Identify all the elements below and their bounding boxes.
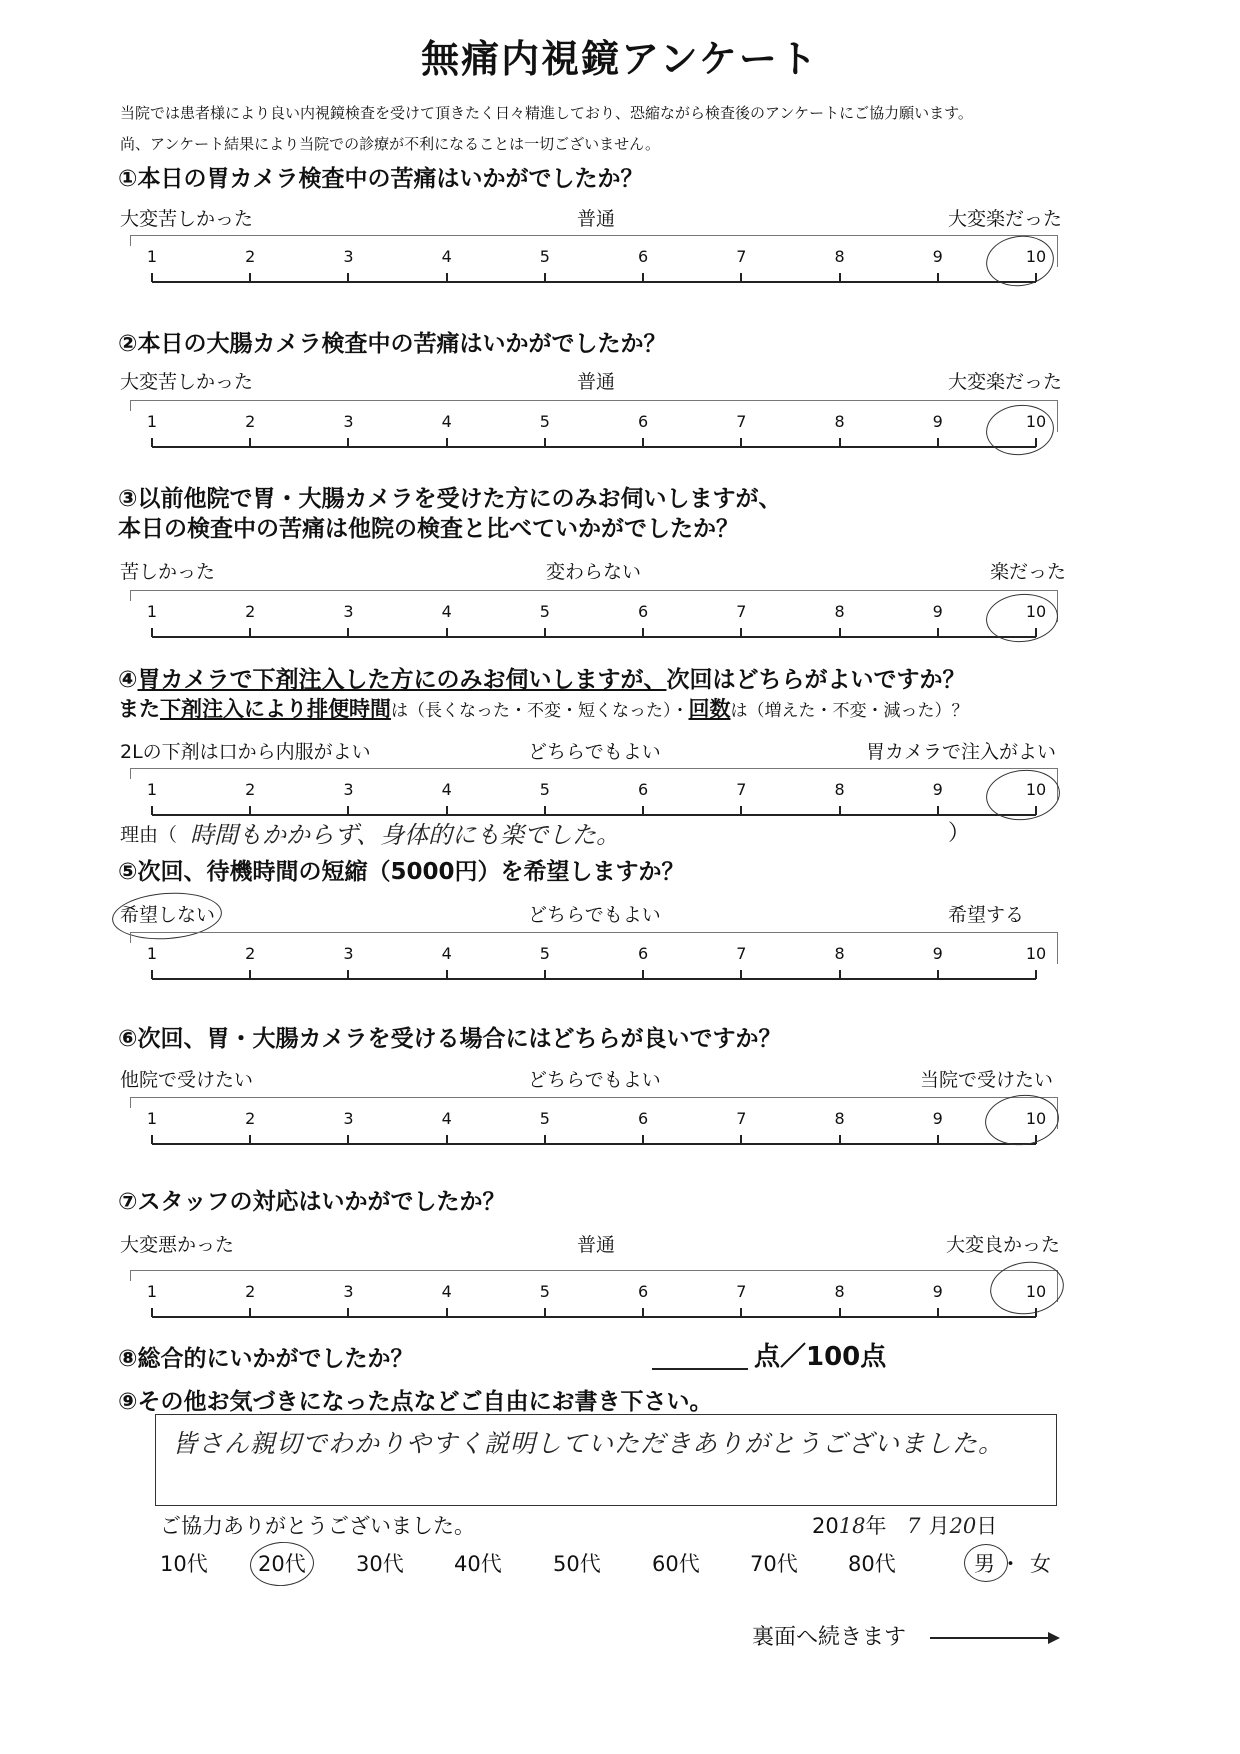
scale-tick bbox=[446, 628, 448, 637]
q4-count-options: は（増えた・不変・減った）？ bbox=[730, 701, 969, 721]
scale-tick bbox=[937, 628, 939, 637]
scale-tick bbox=[740, 806, 742, 815]
age-50s[interactable]: 50代 bbox=[553, 1552, 601, 1576]
scale-number-4[interactable]: 4 bbox=[441, 247, 452, 266]
scale-tick bbox=[151, 1135, 153, 1144]
scale-tick bbox=[347, 1308, 349, 1317]
scale-number-9[interactable]: 9 bbox=[932, 944, 943, 963]
q6-label-right: 当院で受けたい bbox=[920, 1069, 1054, 1091]
scale-frame bbox=[130, 235, 1058, 267]
scale-tick bbox=[347, 438, 349, 447]
scale-tick bbox=[544, 1135, 546, 1144]
sex-answer-circle bbox=[964, 1544, 1008, 1582]
scale-number-7[interactable]: 7 bbox=[736, 780, 747, 799]
scale-number-2[interactable]: 2 bbox=[245, 247, 256, 266]
scale-number-8[interactable]: 8 bbox=[834, 1282, 845, 1301]
scale-number-6[interactable]: 6 bbox=[638, 412, 649, 431]
q8-score-blank[interactable] bbox=[652, 1368, 748, 1370]
q3-scale[interactable] bbox=[130, 590, 1058, 650]
scale-tick bbox=[151, 970, 153, 979]
age-30s[interactable]: 30代 bbox=[356, 1552, 404, 1576]
scale-frame bbox=[130, 768, 1058, 800]
q7-scale[interactable] bbox=[130, 1270, 1058, 1330]
q2-scale[interactable] bbox=[130, 400, 1058, 460]
q4-reason-text[interactable]: 時間もかからず、身体的にも楽でした。 bbox=[190, 821, 621, 849]
scale-number-10[interactable]: 10 bbox=[1025, 780, 1047, 799]
scale-number-7[interactable]: 7 bbox=[736, 1282, 747, 1301]
scale-number-9[interactable]: 9 bbox=[932, 1282, 943, 1301]
scale-number-8[interactable]: 8 bbox=[834, 247, 845, 266]
q4-also: また bbox=[118, 697, 160, 721]
age-80s[interactable]: 80代 bbox=[848, 1552, 896, 1576]
scale-number-1[interactable]: 1 bbox=[146, 780, 158, 799]
q3-label-left: 苦しかった bbox=[120, 561, 216, 583]
scale-number-4[interactable]: 4 bbox=[441, 602, 452, 621]
q4-label-mid: どちらでもよい bbox=[528, 741, 661, 763]
scale-tick bbox=[839, 628, 841, 637]
q2-label-left: 大変苦しかった bbox=[120, 371, 254, 393]
intro-line-1: 当院では患者様により良い内視鏡検査を受けて頂きたく日々精進しており、恐縮ながら検査後のアンケートにご協力願います。 bbox=[120, 104, 973, 122]
scale-number-3[interactable]: 3 bbox=[343, 780, 354, 799]
scale-number-5[interactable]: 5 bbox=[539, 1109, 550, 1128]
scale-tick bbox=[937, 273, 939, 282]
scale-frame bbox=[130, 1097, 1058, 1129]
q4-line-1 bbox=[118, 661, 965, 694]
scale-tick bbox=[544, 438, 546, 447]
scale-number-10[interactable]: 10 bbox=[1025, 1109, 1047, 1128]
q5-label-left: 希望しない bbox=[120, 904, 216, 926]
scale-tick bbox=[740, 970, 742, 979]
age-20s[interactable]: 20代 bbox=[258, 1552, 306, 1576]
q4-underlined-condition: 胃カメラで下剤注入した方にのみお伺いしますが、 bbox=[137, 667, 667, 693]
date-month-hand: 7 bbox=[907, 1514, 921, 1538]
sex-male[interactable]: 男 bbox=[974, 1552, 995, 1576]
q7-label-right: 大変良かった bbox=[946, 1234, 1061, 1256]
scale-tick bbox=[839, 273, 841, 282]
scale-number-7[interactable]: 7 bbox=[736, 944, 747, 963]
date-day-label: 日 bbox=[976, 1514, 998, 1538]
scale-axis bbox=[152, 281, 1036, 283]
continue-text: 裏面へ続きます bbox=[752, 1625, 907, 1650]
scale-number-1[interactable]: 1 bbox=[146, 944, 158, 963]
q2-label-right: 大変楽だった bbox=[948, 371, 1063, 393]
scale-tick bbox=[937, 1308, 939, 1317]
scale-tick bbox=[642, 628, 644, 637]
scale-number-4[interactable]: 4 bbox=[441, 944, 452, 963]
intro-line-2: 尚、アンケート結果により当院での診療が不利になることは一切ございません。 bbox=[120, 135, 661, 153]
scale-frame bbox=[130, 400, 1058, 432]
q4-count-label: 回数 bbox=[688, 697, 731, 721]
scale-tick bbox=[937, 438, 939, 447]
sex-female[interactable]: 女 bbox=[1030, 1552, 1051, 1576]
scale-number-8[interactable]: 8 bbox=[834, 412, 845, 431]
q3-line-1: ③以前他院で胃・大腸カメラを受けた方にのみお伺いしますが、 bbox=[118, 486, 782, 512]
scale-number-5[interactable]: 5 bbox=[539, 944, 550, 963]
scale-tick bbox=[937, 1135, 939, 1144]
scale-tick bbox=[839, 1135, 841, 1144]
q9-comment-text: 皆さん親切でわかりやすく説明していただきありがとうございました。 bbox=[172, 1429, 1005, 1458]
scale-axis bbox=[152, 978, 1036, 980]
scale-tick bbox=[446, 806, 448, 815]
scale-tick bbox=[642, 970, 644, 979]
scale-tick bbox=[347, 628, 349, 637]
scale-number-10[interactable]: 10 bbox=[1025, 602, 1047, 621]
q4-number: ④ bbox=[118, 667, 138, 693]
scale-number-2[interactable]: 2 bbox=[245, 944, 256, 963]
q6-label-left: 他院で受けたい bbox=[120, 1069, 254, 1091]
q4-label-right: 胃カメラで注入がよい bbox=[866, 741, 1057, 763]
scale-tick bbox=[839, 1308, 841, 1317]
scale-number-9[interactable]: 9 bbox=[932, 1109, 943, 1128]
scale-axis bbox=[152, 1316, 1036, 1318]
scale-number-8[interactable]: 8 bbox=[834, 780, 845, 799]
scale-tick bbox=[151, 438, 153, 447]
scale-tick bbox=[347, 1135, 349, 1144]
scale-tick bbox=[544, 273, 546, 282]
scale-number-1[interactable]: 1 bbox=[146, 602, 158, 621]
q2-text: ②本日の大腸カメラ検査中の苦痛はいかがでしたか？ bbox=[118, 331, 667, 357]
scale-number-6[interactable]: 6 bbox=[638, 1282, 649, 1301]
scale-tick bbox=[151, 273, 153, 282]
scale-number-10[interactable]: 10 bbox=[1025, 1282, 1047, 1301]
scale-number-4[interactable]: 4 bbox=[441, 1109, 452, 1128]
scale-tick bbox=[740, 1135, 742, 1144]
scale-tick bbox=[642, 1308, 644, 1317]
scale-number-6[interactable]: 6 bbox=[638, 1109, 649, 1128]
scale-tick bbox=[151, 1308, 153, 1317]
scale-tick bbox=[642, 438, 644, 447]
scale-tick bbox=[642, 273, 644, 282]
date-year-hand: 18 bbox=[838, 1514, 866, 1538]
scale-number-5[interactable]: 5 bbox=[539, 412, 550, 431]
page-title: 無痛内視鏡アンケート bbox=[421, 37, 819, 81]
scale-number-2[interactable]: 2 bbox=[245, 412, 256, 431]
scale-tick bbox=[249, 273, 251, 282]
q7-label-mid: 普通 bbox=[577, 1234, 616, 1256]
q5-text: ⑤次回、待機時間の短縮（5000円）を希望しますか？ bbox=[118, 859, 685, 885]
scale-number-6[interactable]: 6 bbox=[638, 602, 649, 621]
scale-tick bbox=[446, 1135, 448, 1144]
scale-number-7[interactable]: 7 bbox=[736, 1109, 747, 1128]
q6-scale[interactable] bbox=[130, 1097, 1058, 1157]
q5-label-mid: どちらでもよい bbox=[528, 904, 661, 926]
q7-text: ⑦スタッフの対応はいかがでしたか？ bbox=[118, 1189, 506, 1215]
scale-number-5[interactable]: 5 bbox=[539, 1282, 550, 1301]
scale-tick bbox=[446, 438, 448, 447]
scale-number-9[interactable]: 9 bbox=[932, 780, 943, 799]
scale-tick bbox=[544, 1308, 546, 1317]
q6-text: ⑥次回、胃・大腸カメラを受ける場合にはどちらが良いですか？ bbox=[118, 1026, 782, 1052]
scale-tick bbox=[446, 273, 448, 282]
q7-label-left: 大変悪かった bbox=[120, 1234, 235, 1256]
thanks-text: ご協力ありがとうございました。 bbox=[160, 1514, 475, 1538]
date-month-label: 月 bbox=[928, 1514, 950, 1538]
scale-number-2[interactable]: 2 bbox=[245, 1282, 256, 1301]
scale-tick bbox=[642, 806, 644, 815]
q4-label-left: 2Lの下剤は口から内服がよい bbox=[120, 741, 371, 763]
scale-number-1[interactable]: 1 bbox=[146, 1282, 158, 1301]
scale-number-3[interactable]: 3 bbox=[343, 412, 354, 431]
date-field[interactable] bbox=[812, 1510, 997, 1540]
age-10s[interactable]: 10代 bbox=[160, 1552, 208, 1576]
scale-tick bbox=[249, 1135, 251, 1144]
q2-label-mid: 普通 bbox=[577, 371, 616, 393]
q1-label-mid: 普通 bbox=[577, 208, 616, 230]
scale-number-2[interactable]: 2 bbox=[245, 602, 256, 621]
scale-tick bbox=[151, 628, 153, 637]
scale-tick bbox=[839, 806, 841, 815]
scale-tick bbox=[740, 438, 742, 447]
scale-tick bbox=[642, 1135, 644, 1144]
scale-axis bbox=[152, 636, 1036, 638]
scale-number-6[interactable]: 6 bbox=[638, 780, 649, 799]
scale-number-2[interactable]: 2 bbox=[245, 1109, 256, 1128]
scale-number-8[interactable]: 8 bbox=[834, 602, 845, 621]
q8-score-suffix: 点／100点 bbox=[754, 1342, 887, 1372]
scale-tick bbox=[740, 1308, 742, 1317]
scale-tick bbox=[249, 628, 251, 637]
q5-scale[interactable] bbox=[130, 932, 1058, 992]
scale-tick bbox=[446, 970, 448, 979]
q4-bowel-time-label: 下剤注入により排便時間 bbox=[160, 697, 391, 721]
scale-number-10[interactable]: 10 bbox=[1025, 944, 1047, 963]
scale-tick bbox=[249, 806, 251, 815]
scale-tick bbox=[544, 806, 546, 815]
date-year-label: 年 bbox=[865, 1514, 887, 1538]
scale-axis bbox=[152, 446, 1036, 448]
scale-number-3[interactable]: 3 bbox=[343, 944, 354, 963]
scale-frame bbox=[130, 932, 1058, 964]
q6-label-mid: どちらでもよい bbox=[528, 1069, 661, 1091]
scale-tick bbox=[740, 273, 742, 282]
scale-tick bbox=[347, 806, 349, 815]
scale-tick bbox=[249, 1308, 251, 1317]
scale-number-3[interactable]: 3 bbox=[343, 247, 354, 266]
scale-tick bbox=[839, 970, 841, 979]
scale-number-3[interactable]: 3 bbox=[343, 602, 354, 621]
scale-number-3[interactable]: 3 bbox=[343, 1109, 354, 1128]
scale-number-4[interactable]: 4 bbox=[441, 1282, 452, 1301]
date-year-prefix: 20 bbox=[812, 1514, 839, 1538]
q1-label-right: 大変楽だった bbox=[948, 208, 1063, 230]
continue-arrow-icon bbox=[930, 1628, 1060, 1648]
age-40s[interactable]: 40代 bbox=[454, 1552, 502, 1576]
scale-number-9[interactable]: 9 bbox=[932, 602, 943, 621]
scale-number-8[interactable]: 8 bbox=[834, 1109, 845, 1128]
q9-text: ⑨その他お気づきになった点などご自由にお書き下さい。 bbox=[118, 1389, 713, 1415]
scale-tick bbox=[1035, 970, 1037, 979]
q8-text: ⑧総合的にいかがでしたか？ bbox=[118, 1346, 414, 1372]
scale-tick bbox=[937, 970, 939, 979]
scale-tick bbox=[544, 628, 546, 637]
q3-label-mid: 変わらない bbox=[546, 561, 642, 583]
scale-tick bbox=[249, 438, 251, 447]
scale-frame bbox=[130, 1270, 1058, 1302]
scale-number-5[interactable]: 5 bbox=[539, 247, 550, 266]
scale-tick bbox=[544, 970, 546, 979]
scale-tick bbox=[347, 273, 349, 282]
scale-number-10[interactable]: 10 bbox=[1025, 247, 1047, 266]
date-day-hand: 20 bbox=[949, 1514, 977, 1538]
scale-number-2[interactable]: 2 bbox=[245, 780, 256, 799]
q4-bowel-time-options: は（長くなった・不変・短くなった）・ bbox=[391, 701, 689, 721]
scale-frame bbox=[130, 590, 1058, 622]
scale-number-1[interactable]: 1 bbox=[146, 247, 158, 266]
scale-number-7[interactable]: 7 bbox=[736, 602, 747, 621]
scale-number-7[interactable]: 7 bbox=[736, 412, 747, 431]
scale-number-1[interactable]: 1 bbox=[146, 412, 158, 431]
q3-label-right: 楽だった bbox=[990, 561, 1067, 583]
scale-tick bbox=[249, 970, 251, 979]
scale-tick bbox=[937, 806, 939, 815]
scale-number-10[interactable]: 10 bbox=[1025, 412, 1047, 431]
age-60s[interactable]: 60代 bbox=[652, 1552, 700, 1576]
q4-question: 次回はどちらがよいですか？ bbox=[666, 667, 966, 693]
scale-tick bbox=[839, 438, 841, 447]
scale-number-6[interactable]: 6 bbox=[638, 944, 649, 963]
scale-number-7[interactable]: 7 bbox=[736, 247, 747, 266]
scale-number-9[interactable]: 9 bbox=[932, 247, 943, 266]
scale-number-4[interactable]: 4 bbox=[441, 780, 452, 799]
q1-label-left: 大変苦しかった bbox=[120, 208, 254, 230]
scale-number-5[interactable]: 5 bbox=[539, 780, 550, 799]
q1-text: ①本日の胃カメラ検査中の苦痛はいかがでしたか？ bbox=[118, 166, 644, 192]
scale-number-6[interactable]: 6 bbox=[638, 247, 649, 266]
q5-label-right: 希望する bbox=[948, 904, 1025, 926]
q4-reason-close: ） bbox=[948, 821, 971, 846]
scale-number-1[interactable]: 1 bbox=[146, 1109, 158, 1128]
scale-tick bbox=[347, 970, 349, 979]
scale-number-5[interactable]: 5 bbox=[539, 602, 550, 621]
q4-line-2 bbox=[118, 693, 969, 723]
sex-separator: ・ bbox=[1000, 1552, 1021, 1576]
scale-tick bbox=[740, 628, 742, 637]
q3-line-2: 本日の検査中の苦痛は他院の検査と比べていかがでしたか？ bbox=[118, 516, 739, 542]
scale-axis bbox=[152, 1143, 1036, 1145]
scale-number-8[interactable]: 8 bbox=[834, 944, 845, 963]
scale-number-9[interactable]: 9 bbox=[932, 412, 943, 431]
scale-number-3[interactable]: 3 bbox=[343, 1282, 354, 1301]
age-70s[interactable]: 70代 bbox=[750, 1552, 798, 1576]
scale-number-4[interactable]: 4 bbox=[441, 412, 452, 431]
q1-scale[interactable] bbox=[130, 235, 1058, 295]
scale-tick bbox=[446, 1308, 448, 1317]
scale-tick bbox=[151, 806, 153, 815]
q4-reason-label: 理由（ bbox=[120, 824, 178, 846]
